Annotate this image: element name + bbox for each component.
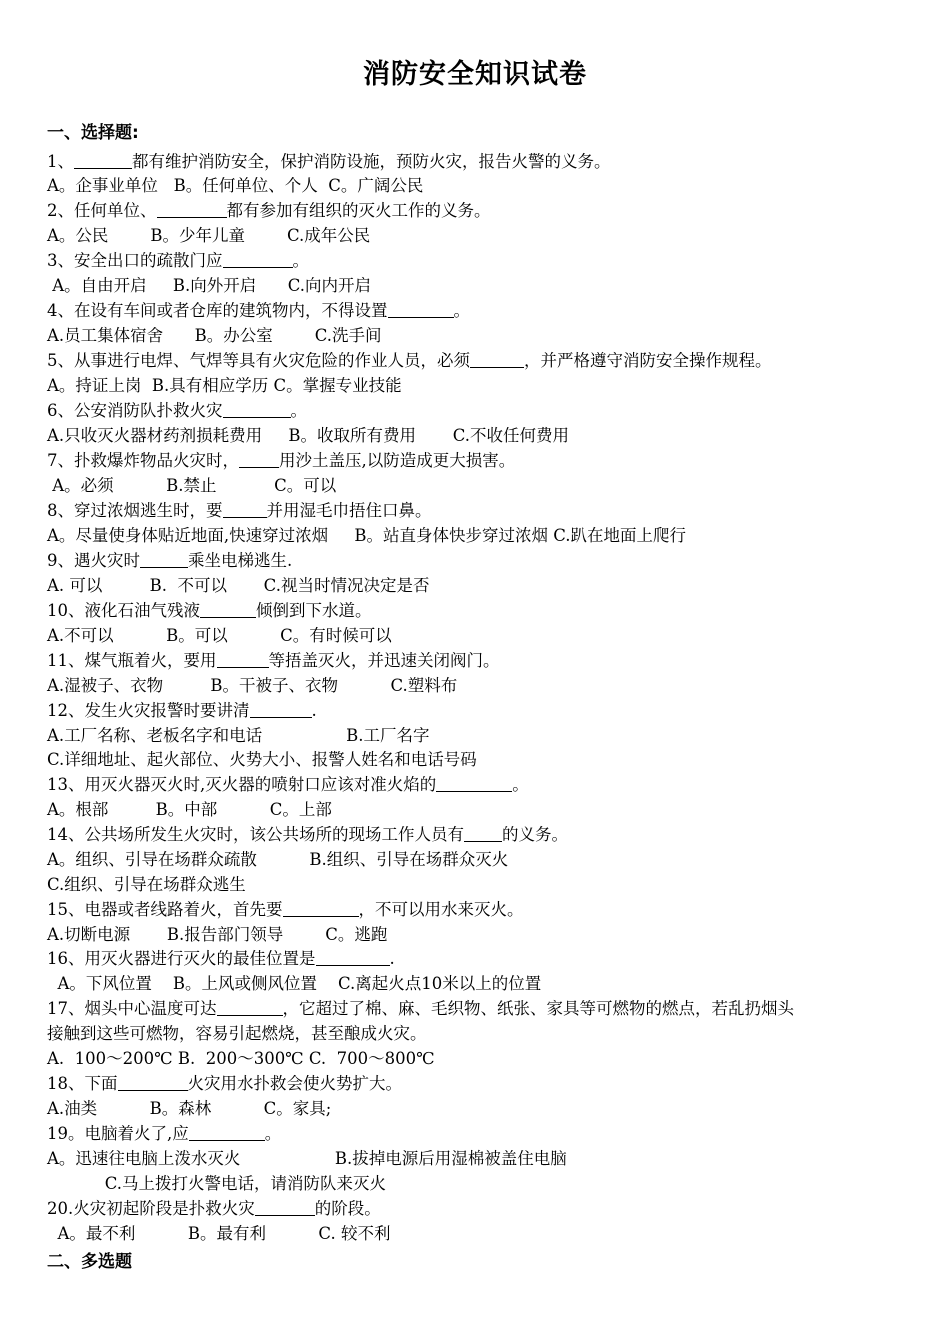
option-line: A. 可以 B. 不可以 C.视当时情况决定是否 [47,576,430,595]
question-line: 7、扑救爆炸物品火灾时， 用沙土盖压,以防造成更大损害。 [47,451,516,470]
option-line: A.不可以 B。可以 C。有时候可以 [47,626,392,645]
section-heading-choice: 一、选择题: [47,123,139,143]
answer-blank [118,1074,188,1092]
question-line: 16、用灭火器进行灭火的最佳位置是 . [47,949,395,968]
answer-blank [74,152,132,170]
option-line: A.湿被子、衣物 B。干被子、衣物 C.塑料布 [47,676,458,695]
option-line: A.只收灭火器材药剂损耗费用 B。收取所有费用 C.不收任何费用 [47,426,570,445]
answer-blank [157,201,227,219]
question-line: 8、穿过浓烟逃生时，要 并用湿毛巾捂住口鼻。 [47,501,432,520]
answer-blank [223,501,267,519]
answer-blank [250,701,312,719]
option-line: A。企事业单位 B。任何单位、个人 C。广阔公民 [47,176,424,195]
question-line: 17、烟头中心温度可达 ，它超过了棉、麻、毛织物、纸张、家具等可燃物的燃点，若乱扔烟头 [47,999,794,1018]
question-line: 12、发生火灾报警时要讲清 . [47,701,317,720]
page-title: 消防安全知识试卷 [363,59,587,90]
option-line: C.马上拨打火警电话，请消防队来灭火 [47,1174,386,1193]
question-line: 20.火灾初起阶段是扑救火灾 的阶段。 [47,1199,381,1218]
answer-blank [223,251,293,269]
answer-blank [470,351,524,369]
answer-blank [239,451,279,469]
question-line: 14、公共场所发生火灾时，该公共场所的现场工作人员有 的义务。 [47,825,568,844]
question-line: 11、煤气瓶着火，要用 等捂盖灭火，并迅速关闭阀门。 [47,651,500,670]
question-line: 3、安全出口的疏散门应 。 [47,251,309,270]
answer-blank [140,551,188,569]
question-line-continued: 接触到这些可燃物，容易引起燃烧，甚至酿成火灾。 [47,1024,427,1043]
question-line: 6、公安消防队扑救火灾 。 [47,401,307,420]
option-line: A。根部 B。中部 C。上部 [47,800,332,819]
question-line: 13、用灭火器灭火时,灭火器的喷射口应该对准火焰的 。 [47,775,529,794]
section-heading-multi: 二、多选题 [47,1252,132,1272]
question-line: 18、下面 火灾用水扑救会使火势扩大。 [47,1074,402,1093]
answer-blank [200,601,256,619]
answer-blank [436,775,512,793]
question-line: 19。电脑着火了,应 。 [47,1124,282,1143]
option-line: A。迅速往电脑上泼水灭火 B.拔掉电源后用湿棉被盖住电脑 [47,1149,567,1168]
answer-blank [464,825,502,843]
question-line: 2、任何单位、 都有参加有组织的灭火工作的义务。 [47,201,491,220]
option-line: C.组织、引导在场群众逃生 [47,875,246,894]
option-line: A.油类 B。森林 C。家具; [47,1099,332,1118]
answer-blank [316,949,390,967]
option-line: A。必须 B.禁止 C。可以 [47,476,337,495]
option-line: A。公民 B。少年儿童 C.成年公民 [47,226,371,245]
answer-blank [189,1124,265,1142]
answer-blank [283,900,359,918]
option-line: A.切断电源 B.报告部门领导 C。逃跑 [47,925,388,944]
option-line: A.员工集体宿舍 B。办公室 C.洗手间 [47,326,382,345]
option-line: A.工厂名称、老板名字和电话 B.工厂名字 [47,726,430,745]
answer-blank [217,651,269,669]
option-line: C.详细地址、起火部位、火势大小、报警人姓名和电话号码 [47,750,477,769]
option-line: A。尽量使身体贴近地面,快速穿过浓烟 B。站直身体快步穿过浓烟 C.趴在地面上爬行 [47,526,687,545]
option-line: A。自由开启 B.向外开启 C.向内开启 [47,276,372,295]
question-line: 4、在设有车间或者仓库的建筑物内，不得设置 。 [47,301,470,320]
answer-blank [223,401,291,419]
option-line: A。最不利 B。最有利 C. 较不利 [47,1224,391,1243]
question-line: 9、遇火灾时 乘坐电梯逃生. [47,551,293,570]
option-line: A. 100～200℃ B. 200～300℃ C. 700～800℃ [47,1049,435,1068]
question-line: 15、电器或者线路着火，首先要 ，不可以用水来灭火。 [47,900,524,919]
answer-blank [255,1199,315,1217]
option-line: A。下风位置 B。上风或侧风位置 C.离起火点10米以上的位置 [47,974,542,993]
option-line: A。组织、引导在场群众疏散 B.组织、引导在场群众灭火 [47,850,509,869]
question-line: 10、液化石油气残液 倾倒到下水道。 [47,601,372,620]
question-line: 5、从事进行电焊、气焊等具有火灾危险的作业人员，必须 ，并严格遵守消防安全操作规程。 [47,351,772,370]
answer-blank [388,301,454,319]
answer-blank [217,999,283,1017]
option-line: A。持证上岗 B.具有相应学历 C。掌握专业技能 [47,376,402,395]
question-line: 1、 都有维护消防安全，保护消防设施，预防火灾，报告火警的义务。 [47,152,611,171]
